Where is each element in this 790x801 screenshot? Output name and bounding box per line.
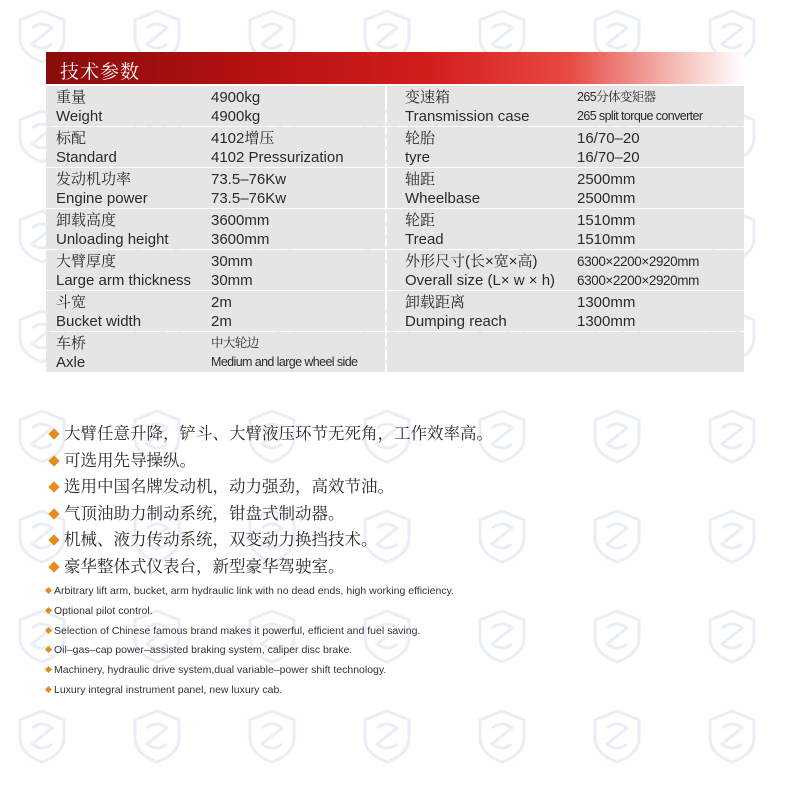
spec-label: [56, 211, 169, 249]
feature-item-en: [46, 663, 454, 683]
spec-value: [211, 170, 286, 208]
spec-label-cn: 重量: [56, 89, 87, 106]
spec-label: [56, 170, 148, 208]
spec-value-en: 73.5–76Kw: [211, 190, 287, 207]
spec-label: [405, 170, 480, 208]
spec-label-en: Large arm thickness: [56, 272, 192, 289]
spec-label-en: Axle: [56, 354, 86, 371]
spec-label-cn: 发动机功率: [56, 171, 132, 188]
spec-cell-left: [46, 332, 385, 372]
diamond-bullet-icon: [48, 481, 59, 492]
diamond-bullet-icon: [48, 428, 59, 439]
feature-text: 豪华整体式仪表台，新型豪华驾驶室。: [64, 557, 345, 576]
spec-value-cn: 73.5–76Kw: [211, 171, 287, 188]
feature-text: 气顶油助力制动系统，钳盘式制动器。: [64, 504, 345, 523]
spec-label: [56, 129, 117, 167]
spec-value-cn: 265分体变矩器: [577, 90, 656, 104]
spec-value-en: Medium and large wheel side: [211, 355, 358, 369]
feature-item-en: [46, 643, 454, 663]
spec-label: [405, 211, 444, 249]
spec-value: [577, 252, 699, 290]
spec-label: [56, 252, 191, 290]
feature-text: Arbitrary lift arm, bucket, arm hydraulic link with no dead ends, high working efficiency.: [54, 585, 454, 597]
spec-value-cn: 3600mm: [211, 212, 270, 229]
spec-cell-right: [387, 209, 744, 249]
spec-label-cn: 外形尺寸(长×宽×高): [405, 253, 538, 270]
spec-table: [46, 86, 744, 373]
spec-cell-left: [46, 168, 385, 208]
spec-cell-right: [387, 127, 744, 167]
spec-cell-right: [387, 332, 744, 372]
spec-value-cn: 2500mm: [577, 171, 636, 188]
spec-value-en: 4102 Pressurization: [211, 149, 344, 166]
feature-text: Oil–gas–cap power–assisted braking system, caliper disc brake.: [54, 644, 353, 657]
title-bar: [46, 52, 744, 84]
spec-cell-right: [387, 86, 744, 126]
spec-value: [211, 129, 344, 167]
spec-label-cn: 轴距: [405, 171, 436, 188]
spec-value-cn: 1300mm: [577, 294, 636, 311]
feature-text: 选用中国名牌发动机，动力强劲，高效节油。: [64, 478, 394, 496]
spec-label-en: tyre: [405, 149, 431, 166]
spec-value-en: 3600mm: [211, 231, 270, 248]
spec-label-en: Transmission case: [405, 108, 530, 125]
spec-label-en: Wheelbase: [405, 190, 481, 207]
diamond-bullet-icon: [45, 607, 52, 614]
spec-value-en: 2m: [211, 313, 232, 330]
spec-label-cn: 大臂厚度: [56, 253, 117, 270]
spec-label-cn: 斗宽: [56, 294, 87, 311]
spec-cell-left: [46, 250, 385, 290]
spec-label-cn: 轮距: [405, 212, 436, 229]
spec-label-en: Overall size (L× w × h): [405, 272, 556, 289]
spec-cell-left: [46, 291, 385, 331]
spec-value-cn: 中大轮边: [211, 336, 259, 350]
spec-label-en: Dumping reach: [405, 313, 507, 330]
spec-label: [56, 293, 141, 331]
feature-item-cn: [50, 423, 493, 450]
spec-label-cn: 标配: [56, 130, 87, 147]
spec-label-en: Unloading height: [56, 231, 169, 248]
spec-label-en: Engine power: [56, 190, 148, 207]
spec-label-cn: 车桥: [56, 335, 87, 352]
feature-item-cn: [50, 529, 493, 556]
feature-text: 机械、液力传动系统，双变动力换挡技术。: [64, 531, 378, 549]
feature-item-en: [46, 683, 454, 703]
spec-value-cn: 4102增压: [211, 130, 275, 147]
spec-cell-left: [46, 209, 385, 249]
diamond-bullet-icon: [45, 686, 52, 693]
spec-value-en: 1510mm: [577, 231, 636, 248]
section-title: 技术参数: [60, 61, 141, 83]
spec-value-en: 4900kg: [211, 108, 261, 125]
spec-label: [405, 252, 555, 290]
feature-item-cn: [50, 503, 493, 530]
spec-label-cn: 变速箱: [405, 89, 451, 106]
spec-label-en: Weight: [56, 108, 103, 125]
spec-value: [211, 88, 260, 126]
spec-value-cn: 6300×2200×2920mm: [577, 254, 699, 269]
spec-row: [46, 209, 744, 249]
feature-text: 大臂任意升降，铲斗、大臂液压环节无死角，工作效率高。: [64, 425, 493, 443]
diamond-bullet-icon: [45, 646, 52, 653]
spec-label-cn: 轮胎: [405, 130, 436, 147]
spec-label: [56, 88, 102, 126]
spec-value-en: 16/70–20: [577, 149, 640, 166]
spec-value-cn: 16/70–20: [577, 130, 640, 147]
spec-label: [405, 88, 529, 126]
spec-label: [56, 334, 86, 372]
diamond-bullet-icon: [48, 561, 59, 572]
spec-label-en: Tread: [405, 231, 444, 248]
feature-list-en: [46, 584, 454, 703]
feature-text: 可选用先导操纵。: [64, 451, 196, 470]
feature-text: Machinery, hydraulic drive system,dual variable–power shift technology.: [54, 664, 387, 677]
feature-item-en: [46, 624, 454, 644]
spec-value: [577, 211, 635, 249]
feature-item-en: [46, 584, 454, 604]
spec-value: [211, 334, 357, 372]
diamond-bullet-icon: [48, 455, 59, 466]
feature-text: Luxury integral instrument panel, new luxury cab.: [54, 683, 283, 696]
spec-value-en: 2500mm: [577, 190, 636, 207]
spec-value: [211, 211, 269, 249]
spec-label-en: Standard: [56, 149, 117, 166]
diamond-bullet-icon: [48, 508, 59, 519]
spec-value: [577, 293, 635, 331]
feature-item-cn: [50, 450, 493, 477]
spec-label-cn: 卸载高度: [56, 212, 117, 229]
feature-item-cn: [50, 476, 493, 503]
spec-value: [577, 170, 635, 208]
spec-cell-left: [46, 86, 385, 126]
spec-label-en: Bucket width: [56, 313, 142, 330]
spec-cell-right: [387, 291, 744, 331]
spec-row: [46, 127, 744, 167]
feature-item-cn: [50, 556, 493, 583]
spec-row: [46, 291, 744, 331]
diamond-bullet-icon: [48, 534, 59, 545]
feature-text: Optional pilot control.: [54, 604, 153, 617]
spec-row: [46, 332, 744, 372]
diamond-bullet-icon: [45, 587, 52, 594]
spec-value-en: 30mm: [211, 272, 253, 289]
spec-cell-right: [387, 250, 744, 290]
feature-text: Selection of Chinese famous brand makes it powerful, efficient and fuel saving.: [54, 624, 421, 637]
spec-value-cn: 30mm: [211, 253, 253, 270]
spec-cell-left: [46, 127, 385, 167]
spec-value: [577, 88, 702, 126]
diamond-bullet-icon: [45, 666, 52, 673]
spec-value-en: 1300mm: [577, 313, 636, 330]
spec-cell-right: [387, 168, 744, 208]
spec-row: [46, 168, 744, 208]
spec-value-cn: 2m: [211, 294, 232, 311]
spec-value-cn: 4900kg: [211, 89, 261, 106]
spec-value-en: 6300×2200×2920mm: [577, 273, 699, 288]
feature-list-cn: [50, 423, 493, 582]
spec-label: [405, 293, 507, 331]
spec-label-cn: 卸载距离: [405, 294, 466, 311]
spec-row: [46, 86, 744, 126]
spec-value: [211, 293, 232, 331]
spec-label: [405, 129, 435, 167]
spec-value-en: 265 split torque converter: [577, 109, 703, 123]
feature-item-en: [46, 604, 454, 624]
spec-value: [211, 252, 253, 290]
spec-row: [46, 250, 744, 290]
spec-value-cn: 1510mm: [577, 212, 636, 229]
spec-value: [577, 129, 640, 167]
diamond-bullet-icon: [45, 627, 52, 634]
